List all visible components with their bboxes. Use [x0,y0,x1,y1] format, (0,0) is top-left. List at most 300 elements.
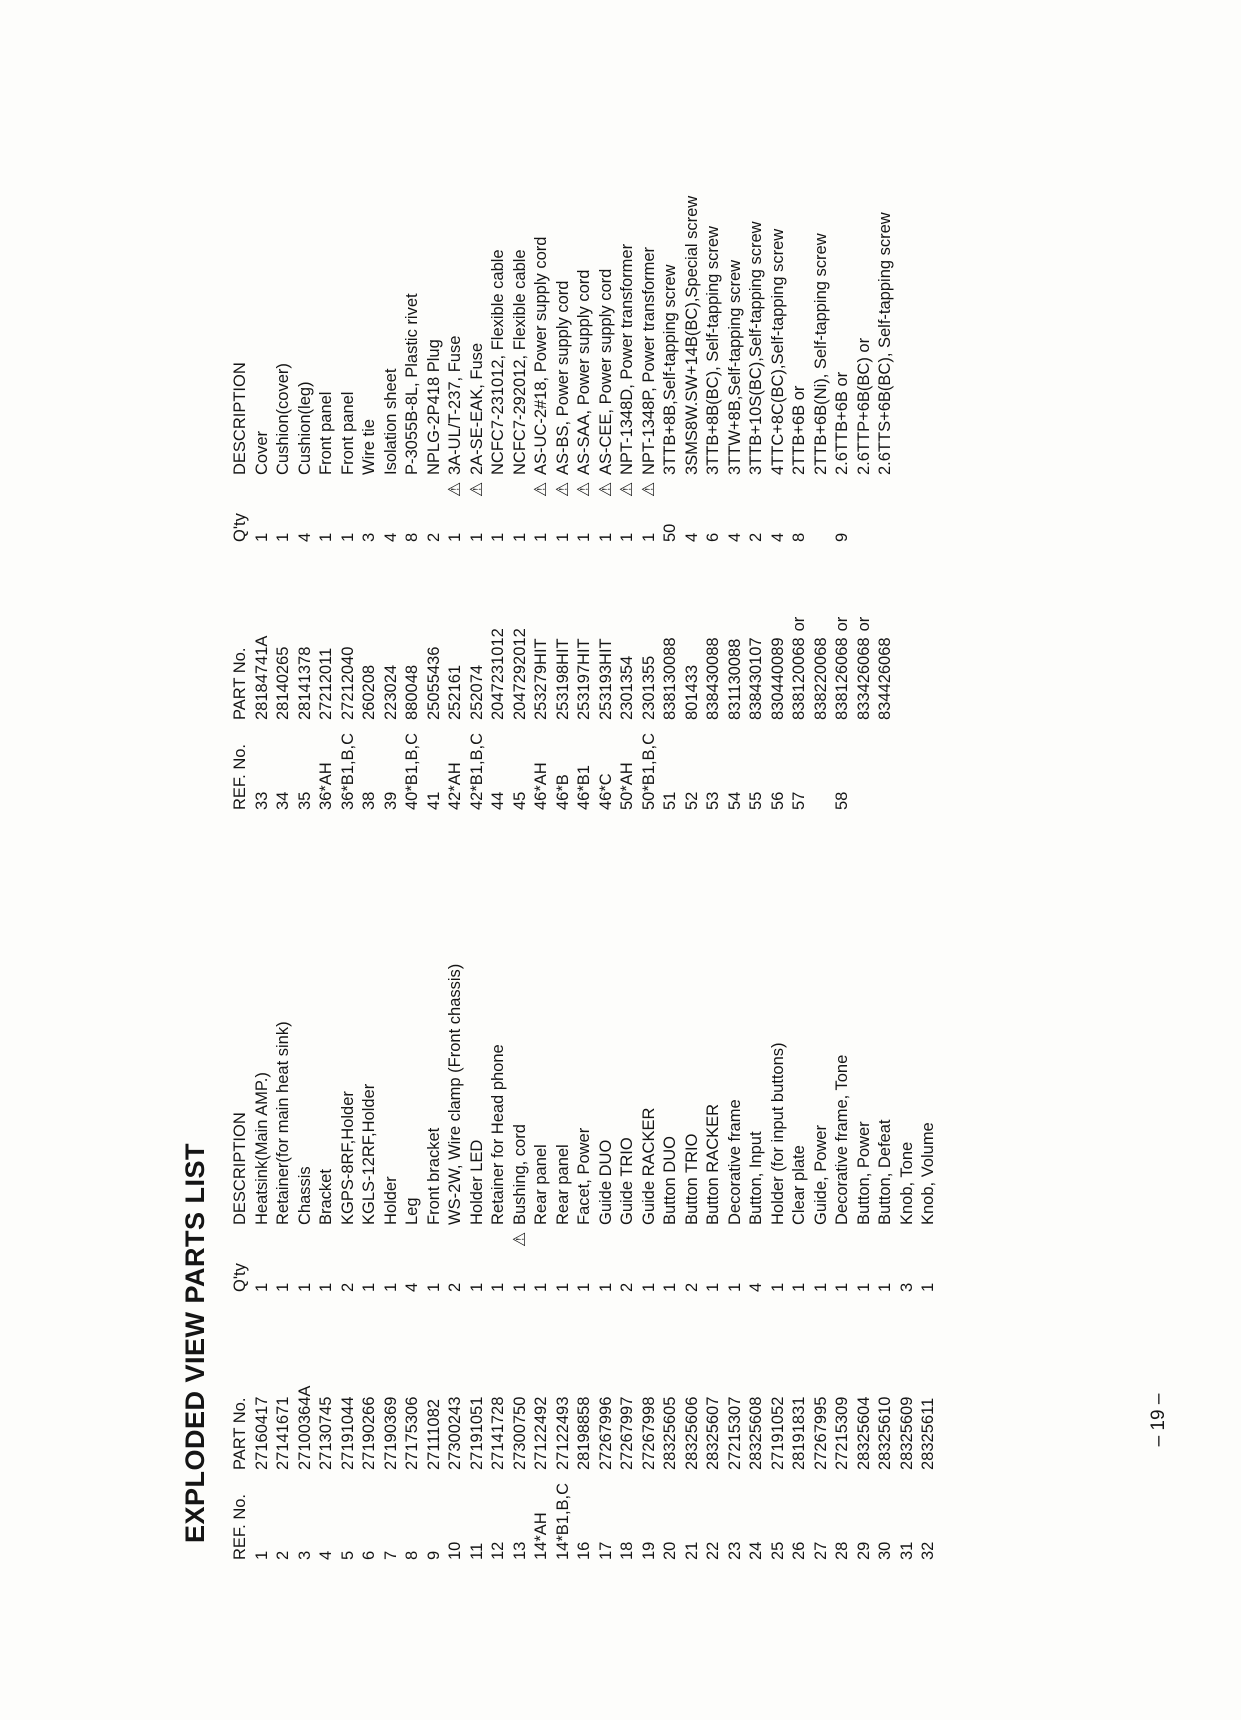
qty-cell: 6 [704,532,722,542]
header-description: DESCRIPTION [231,362,249,475]
description-value: NPT-1348D, Power transformer [618,243,636,475]
qty-cell: 1 [532,532,550,542]
ref-no-cell: 13 [510,1541,529,1560]
part-no-cell [918,1292,940,1470]
part-no-value: 27141671 [274,1396,292,1470]
part-no-cell [768,542,790,720]
table-row [639,196,661,810]
table-row [811,196,833,810]
qty-cell: 1 [811,1282,830,1292]
ref-no-cell: 9 [424,1550,443,1560]
description-cell [811,964,833,1247]
part-no-cell [402,542,424,720]
qty-cell: 4 [725,532,744,542]
part-no-value: 838120068 [790,637,808,720]
ref-no-cell: 29 [854,1541,873,1560]
part-no-cell [273,1292,295,1470]
description-value: Front bracket [424,1127,443,1225]
description-cell [402,196,424,497]
qty-cell: 1 [446,532,464,542]
part-no-value: 27267998 [639,1396,658,1470]
table-row [359,196,381,810]
description-value: Rear panel [532,1144,550,1225]
description-cell [553,964,575,1247]
qty-cell: 3 [360,532,378,542]
description-value: Holder (for input buttons) [768,1042,787,1225]
description-value: 3TTB+10S(BC),Self-tapping screw [747,221,765,475]
qty-cell: 2 [338,1282,357,1292]
table-row [488,196,510,810]
description-cell [768,964,790,1247]
description-cell [596,196,618,497]
ref-no-cell: 7 [381,1550,400,1560]
description-cell [488,196,510,497]
ref-no-cell: 46*B1 [575,765,593,810]
qty-cell: 4 [768,532,787,542]
qty-cell [875,497,897,542]
qty-cell: 1 [489,532,507,542]
ref-no-cell: 21 [682,1541,701,1560]
table-row [789,196,811,810]
description-cell [660,196,682,497]
part-no-value: 28325609 [897,1396,916,1470]
table-row [402,964,424,1560]
part-no-cell [596,1292,618,1470]
part-no-value: 28325610 [876,1396,894,1470]
part-no-value: 834426068 [876,637,894,720]
qty-cell: 2 [682,1282,701,1292]
part-no-value: 28325605 [661,1396,679,1470]
part-no-value: 838430107 [747,637,765,720]
qty-cell: 4 [295,532,314,542]
table-row [596,196,618,810]
ref-no-cell: 39 [381,791,400,810]
part-no-cell [811,542,833,720]
part-no-value: 27141728 [489,1396,507,1470]
qty-cell: 1 [553,532,572,542]
table-row [295,196,317,810]
ref-no-cell: 36*AH [317,762,335,810]
part-no-value: 27122493 [553,1396,572,1470]
description-cell [596,964,618,1247]
safety-warning-icon: ⚠ [617,481,636,497]
description-value: Front panel [317,391,335,475]
table-row [832,964,854,1560]
ref-no-cell: 8 [403,1550,421,1560]
ref-no-cell: 28 [833,1541,851,1560]
description-cell [252,196,274,497]
table-row [488,964,510,1560]
description-cell [725,964,747,1247]
part-no-cell [553,542,575,720]
part-no-cell [273,542,295,720]
part-no-value: 27122492 [532,1396,550,1470]
description-value: Facet, Power [575,1127,593,1225]
description-value: Isolation sheet [381,368,400,475]
qty-cell: 1 [854,1282,873,1292]
description-value: Button, Defeat [876,1119,894,1225]
description-cell [531,964,553,1247]
part-no-value: 27267995 [811,1396,830,1470]
description-cell [295,196,317,497]
description-value: KGLS-12RF,Holder [360,1083,378,1225]
ref-no-cell: 14*B1,B,C [553,1482,572,1560]
table-row [746,964,768,1560]
description-cell [273,196,295,497]
part-no-cell [703,1292,725,1470]
table-row [854,964,876,1560]
ref-no-cell: 44 [489,791,507,810]
part-no-value: 2301354 [618,655,636,720]
ref-no-cell: 50*AH [618,762,636,810]
parts-table-right-body [252,196,897,810]
table-row [811,964,833,1560]
ref-no-cell: 33 [252,791,271,810]
part-no-value: 253197HIT [575,638,593,720]
description-value: WS-2W, Wire clamp (Front chassis) [446,963,464,1225]
part-no-value: 838220068 [811,637,830,720]
table-row [875,196,897,810]
description-value: Knob, Volume [919,1122,937,1225]
part-no-value: 830440089 [768,637,787,720]
table-row [531,196,553,810]
qty-cell: 1 [424,1282,443,1292]
qty-cell: 4 [682,532,701,542]
part-no-value: 28325606 [682,1396,701,1470]
safety-warning-icon: ⚠ [638,481,658,497]
alternative-or-label: or [833,616,851,632]
part-no-value: 28198858 [575,1396,593,1470]
ref-no-cell: 40*B1,B,C [403,732,421,810]
qty-cell: 9 [833,532,851,542]
description-value: 2TTB+6B(Ni), Self-tapping screw [811,233,830,475]
qty-cell: 1 [338,532,357,542]
part-no-value: 27111082 [424,1399,443,1470]
table-row [295,964,317,1560]
part-no-cell [359,1292,381,1470]
table-row [703,196,725,810]
qty-cell: 1 [661,1282,679,1292]
ref-no-cell: 17 [596,1541,615,1560]
part-no-value: 27191044 [338,1396,357,1470]
description-cell [574,964,596,1247]
description-value: 4TTC+8C(BC),Self-tapping screw [768,228,787,475]
description-cell [359,196,381,497]
ref-no-cell: 34 [274,791,292,810]
part-no-cell [660,1292,682,1470]
part-no-value: 27212011 [317,647,335,720]
alternative-or-label: or [790,616,808,632]
description-cell [832,196,854,497]
part-no-cell [768,1292,790,1470]
table-row [897,964,919,1560]
description-cell [424,964,446,1247]
part-no-value: 2047292012 [510,628,529,720]
alternative-or-label: or [854,616,873,632]
part-no-cell [789,1292,811,1470]
description-value: NCFC7-231012, Flexible cable [489,249,507,475]
part-no-value: 252161 [446,664,464,720]
description-value: Cover [252,430,271,475]
ref-no-cell: 26 [790,1541,808,1560]
qty-cell: 1 [489,1282,507,1292]
ref-no-cell: 55 [747,791,765,810]
ref-no-cell: 54 [725,791,744,810]
description-cell [510,964,532,1247]
ref-no-cell: 1 [252,1550,271,1560]
part-no-cell [316,1292,338,1470]
part-no-cell [725,542,747,720]
part-no-value: 838126068 [833,637,851,720]
part-no-cell [359,542,381,720]
description-cell [445,964,467,1247]
description-value: Decorative frame [725,1099,744,1225]
part-no-value: 838430088 [704,637,722,720]
ref-no-cell: 42*B1,B,C [467,732,486,810]
qty-cell [811,497,833,542]
description-value: NPLG-2P418 Plug [424,339,443,475]
description-cell [639,196,661,497]
part-no-cell [854,1292,876,1470]
description-value: 3SMS8W.SW+14B(BC),Special screw [682,195,701,475]
ref-no-cell: 35 [295,791,314,810]
description-cell [768,196,790,497]
table-row [510,964,532,1560]
table-row [768,964,790,1560]
ref-no-cell: 38 [360,791,378,810]
part-no-cell [467,542,489,720]
part-no-value: 28141378 [295,646,314,720]
part-no-cell [252,1292,274,1470]
description-cell [682,964,704,1247]
part-no-value: 27215307 [725,1396,744,1470]
part-no-cell [854,542,876,720]
ref-no-cell: 24 [747,1541,765,1560]
description-value: 2A-SE-EAK, Fuse [467,342,486,475]
part-no-value: 27190266 [360,1396,378,1470]
part-no-value: 253279HIT [532,638,550,720]
ref-no-cell: 56 [768,791,787,810]
table-row [316,964,338,1560]
description-value: Knob, Tone [897,1141,916,1225]
part-no-cell [875,1292,897,1470]
part-no-cell [531,1292,553,1470]
ref-no-cell: 18 [618,1541,636,1560]
ref-no-cell: 27 [811,1541,830,1560]
description-value: AS-UC-2#18, Power supply cord [532,236,550,475]
description-value: P-3055B-8L, Plastic rivet [403,293,421,475]
part-no-cell [639,542,661,720]
ref-no-cell: 12 [489,1541,507,1560]
qty-cell: 1 [532,1282,550,1292]
description-value: Clear plate [790,1145,808,1225]
description-cell [381,196,403,497]
description-value: Button TRIO [682,1133,701,1225]
description-value: 3TTB+8B,Self-tapping screw [661,264,679,475]
description-cell [854,964,876,1247]
table-row [445,196,467,810]
ref-no-cell [875,720,897,810]
part-no-value: 28325604 [854,1396,873,1470]
table-row [381,964,403,1560]
table-row [424,196,446,810]
ref-no-cell: 20 [661,1541,679,1560]
part-no-cell [897,1292,919,1470]
part-no-cell [424,1292,446,1470]
description-cell [488,964,510,1247]
table-row [445,964,467,1560]
description-value: Rear panel [553,1144,572,1225]
table-row [875,964,897,1560]
part-no-cell [424,542,446,720]
description-value: AS-BS, Power supply cord [553,280,572,475]
table-header-row [230,196,252,810]
table-row [531,964,553,1560]
qty-cell: 50 [661,523,679,542]
part-no-cell [682,542,704,720]
qty-cell: 1 [833,1282,851,1292]
table-row [768,196,790,810]
part-no-cell [789,542,811,720]
qty-cell: 1 [252,1282,271,1292]
qty-cell: 1 [295,1282,314,1292]
table-row [832,196,854,810]
ref-no-cell: 22 [704,1541,722,1560]
part-no-value: 27215309 [833,1396,851,1470]
description-value: Guide DUO [596,1139,615,1225]
part-no-value: 27100364A [295,1385,314,1470]
description-value: 2.6TTS+6B(BC), Self-tapping screw [876,212,894,475]
part-no-value: 27130745 [317,1396,335,1470]
part-no-cell [381,542,403,720]
table-row [746,196,768,810]
qty-cell: 4 [381,532,400,542]
description-cell [854,196,876,497]
description-cell [295,964,317,1247]
description-value: Guide, Power [811,1125,830,1225]
safety-warning-icon: ⚠ [552,481,572,497]
description-cell [510,196,532,497]
description-cell [789,196,811,497]
description-value: 2.6TTP+6B(BC) or [854,337,873,475]
description-value: 3TTB+8B(BC), Self-tapping screw [704,226,722,475]
description-cell [381,964,403,1247]
table-row [338,196,360,810]
qty-cell: 4 [747,1282,765,1292]
part-no-value: 28325611 [919,1397,937,1470]
qty-cell: 1 [618,532,636,542]
description-value: Button, Input [747,1131,765,1225]
qty-cell: 1 [467,532,486,542]
description-value: 3TTW+8B,Self-tapping screw [725,259,744,475]
description-cell [875,964,897,1247]
part-no-value: 27267996 [596,1396,615,1470]
ref-no-cell: 50*B1,B,C [639,732,658,810]
description-cell [338,196,360,497]
parts-table-left [230,964,940,1560]
description-value: 2TTB+6B or [790,385,808,475]
description-cell [897,964,919,1247]
part-no-cell [574,1292,596,1470]
description-cell [703,196,725,497]
qty-cell: 1 [704,1282,722,1292]
table-row [617,196,639,810]
ref-no-cell: 4 [317,1550,335,1560]
table-row [660,964,682,1560]
table-row [252,964,274,1560]
ref-no-cell: 32 [919,1541,937,1560]
description-value: Chassis [295,1166,314,1225]
qty-cell: 1 [553,1282,572,1292]
qty-cell: 1 [725,1282,744,1292]
description-value: Decorative frame, Tone [833,1054,851,1225]
part-no-cell [811,1292,833,1470]
safety-warning-icon: ⚠ [445,481,464,497]
description-cell [316,964,338,1247]
qty-cell: 1 [876,1282,894,1292]
table-row [553,196,575,810]
ref-no-cell: 31 [897,1541,916,1560]
description-cell [445,196,467,497]
table-row [252,196,274,810]
description-cell [338,964,360,1247]
part-no-cell [295,1292,317,1470]
part-no-cell [488,542,510,720]
qty-cell: 1 [575,1282,593,1292]
table-row [639,964,661,1560]
table-row [510,196,532,810]
header-description: DESCRIPTION [231,1112,249,1225]
description-value: Front panel [338,391,357,475]
table-row [725,196,747,810]
table-row [338,964,360,1560]
part-no-cell [531,542,553,720]
description-value: AS-CEE, Power supply cord [596,268,615,475]
description-cell [789,964,811,1247]
part-no-cell [445,1292,467,1470]
qty-cell: 1 [919,1282,937,1292]
ref-no-cell: 6 [360,1550,378,1560]
table-row [574,964,596,1560]
table-row [402,196,424,810]
qty-cell: 1 [252,532,271,542]
header-qty: Q'ty [231,1263,249,1292]
parts-table-left-body [252,964,940,1560]
part-no-cell [746,1292,768,1470]
description-cell [402,964,424,1247]
part-no-cell [316,542,338,720]
description-cell [832,964,854,1247]
part-no-cell [832,1292,854,1470]
qty-cell: 1 [381,1282,400,1292]
part-no-value: 27191052 [768,1396,787,1470]
qty-cell: 1 [274,532,292,542]
description-cell [682,196,704,497]
ref-no-cell [854,720,876,810]
description-value: Button RACKER [704,1103,722,1225]
part-no-value: 28140265 [274,646,292,720]
ref-no-cell: 42*AH [446,762,464,810]
description-value: Button DUO [661,1136,679,1225]
ref-no-cell: 46*B [553,774,572,810]
part-no-cell [639,1292,661,1470]
ref-no-cell: 3 [295,1550,314,1560]
description-cell [875,196,897,497]
description-value: Button, Power [854,1121,873,1225]
table-header-row [230,964,252,1560]
ref-no-cell: 41 [424,791,443,810]
part-no-cell [402,1292,424,1470]
